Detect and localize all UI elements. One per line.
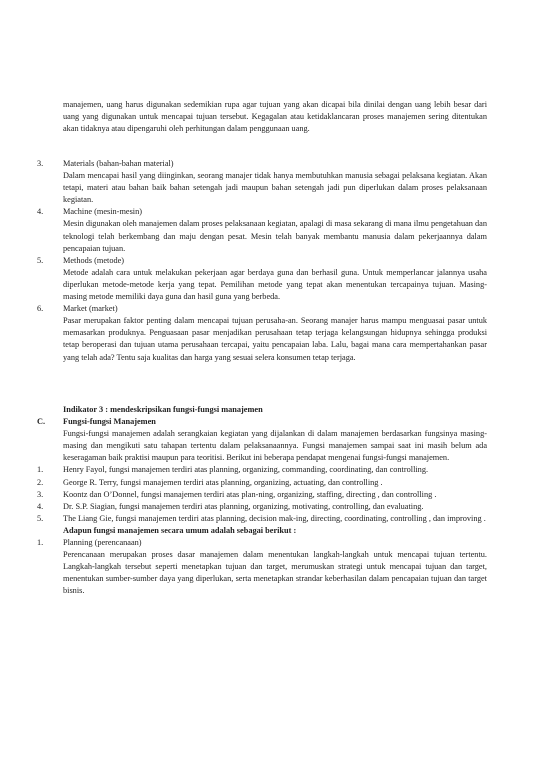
section-c-intro: Fungsi-fungsi manajemen adalah serangkaian kegiatan yang dijalankan di dalam manajemen berdasarkan fungsinya masing-masing dan mengikuti satu tahapan tertentu dalam pelaksanaannya. Fungsi manajemen sampai saat ini masih belum ada keseragaman baik praktisi maupun para teoritisi. Berikut ini beberapa pendapat mengenai fungsi-fungsi manajemen.	[63, 429, 487, 463]
resources-list	[37, 158, 487, 364]
list-item-market	[37, 303, 487, 363]
opinion-item-liang-gie	[37, 513, 487, 525]
opinion-item-fayol	[37, 464, 487, 476]
list-item-text: The Liang Gie, fungsi manajemen terdiri atas planning, decision mak-ing, directing, coordinating, controlling , dan improving .	[63, 513, 486, 523]
list-number: 4.	[37, 501, 44, 511]
list-item-materials	[37, 158, 487, 206]
list-item-machine	[37, 206, 487, 254]
list-item-text: Dalam mencapai hasil yang diinginkan, seorang manajer tidak hanya membutuhkan manusia sebagai pelaksana kegiatan. Akan tetapi, materi atau bahan baik bahan setengah jadi maupun bahan setengah jadi pun diperlukan dalam proses pelaksanaan kegiatan.	[63, 171, 487, 205]
list-item-text: George R. Terry, fungsi manajemen terdiri atas planning, organizing, actuating, dan controlling .	[63, 477, 383, 487]
list-item-text: Perencanaan merupakan proses dasar manajemen dalam menentukan langkah-langkah untuk mencapai tujuan tertentu. Langkah-langkah tersebut seperti menetapkan tujuan dan target, merumuskan strategi untuk mencapai tujuan dan target, menentukan sumber-sumber daya yang diperlukan, serta menetapkan strandar keberhasilan dalam pencapaian tujuan dan target bisnis.	[63, 550, 487, 596]
general-functions-heading: Adapun fungsi manajemen secara umum adalah sebagai berikut :	[63, 525, 297, 535]
list-number: 5.	[37, 513, 44, 523]
intro-paragraph	[63, 99, 487, 135]
opinion-item-siagian	[37, 501, 487, 513]
list-item-title: Methods (metode)	[63, 255, 125, 265]
opinion-item-koontz	[37, 489, 487, 501]
list-item-text: Pasar merupakan faktor penting dalam mencapai tujuan perusaha-an. Seorang manajer harus mampu menguasai pasar untuk memasarkan produknya. Penguasaan pasar menjadikan perusahaan tetap terjaga kelangsungan hidupnya sehingga produksi tetap beroperasi dan tujuan utama perusahaan tercapai, yaitu pencapaian laba. Lalu, bagai mana cara mempertahankan pasar yang telah ada? Tentu saja kualitas dan harga yang sesuai selera konsumen tetap terjaga.	[63, 316, 487, 362]
list-number: 4.	[37, 207, 44, 217]
list-item-title: Planning (perencanaan)	[63, 538, 142, 548]
list-item-title: Market (market)	[63, 304, 118, 314]
section-c-heading	[37, 416, 487, 428]
list-number: 3.	[37, 489, 44, 499]
indikator-heading: Indikator 3 : mendeskripsikan fungsi-fungsi manajemen	[63, 405, 263, 414]
list-item-text: Mesin digunakan oleh manajemen dalam proses pelaksanaan kegiatan, apalagi di masa sekarang di mana ilmu pengetahuan dan teknologi telah berkembang dan maju dengan pesat. Mesin telah banyak membantu manusia dalam pekerjaannya dalam pencapaian tujuan.	[63, 219, 487, 253]
section-title: Fungsi-fungsi Manajemen	[63, 417, 156, 427]
list-number: 6.	[37, 304, 44, 314]
list-item-planning	[37, 537, 487, 597]
list-item-text: Koontz dan O’Donnel, fungsi manajemen terdiri atas plan-ning, organizing, staffing, directing , dan controlling .	[63, 489, 437, 499]
list-number: 3.	[37, 159, 44, 168]
list-item-text: Dr. S.P. Siagian, fungsi manajemen terdiri atas planning, organizing, motivating, controlling, dan evaluating.	[63, 501, 424, 511]
list-item-text: Henry Fayol, fungsi manajemen terdiri atas planning, organizing, commanding, coordinating, dan controlling.	[63, 465, 429, 475]
section-c	[37, 404, 487, 598]
opinion-item-terry	[37, 477, 487, 489]
list-item-title: Materials (bahan-bahan material)	[63, 159, 174, 168]
section-letter: C.	[37, 417, 46, 427]
list-number: 1.	[37, 465, 44, 475]
list-number: 2.	[37, 477, 44, 487]
list-number: 1.	[37, 538, 44, 548]
list-item-methods	[37, 255, 487, 303]
list-item-text: Metode adalah cara untuk melakukan pekerjaan agar berdaya guna dan berhasil guna. Untuk memperlancar jalannya usaha diperlukan metode-metode kerja yang tepat. Pemilihan metode yang tepat akan menentukan tercapainya tujuan. Masing-masing metode memiliki daya guna dan hasil guna yang berbeda.	[63, 267, 487, 302]
list-item-title: Machine (mesin-mesin)	[63, 207, 143, 217]
intro-text: manajemen, uang harus digunakan sedemikian rupa agar tujuan yang akan dicapai bila dinilai dengan uang lebih besar dari uang yang digunakan untuk mencapai tujuan tersebut. Kegagalan atau ketidaklancaran proses manajemen sering ditentukan akan tidaknya atau dipengaruhi oleh perhitungan dalam penggunaan uang.	[63, 100, 487, 134]
list-number: 5.	[37, 255, 44, 265]
